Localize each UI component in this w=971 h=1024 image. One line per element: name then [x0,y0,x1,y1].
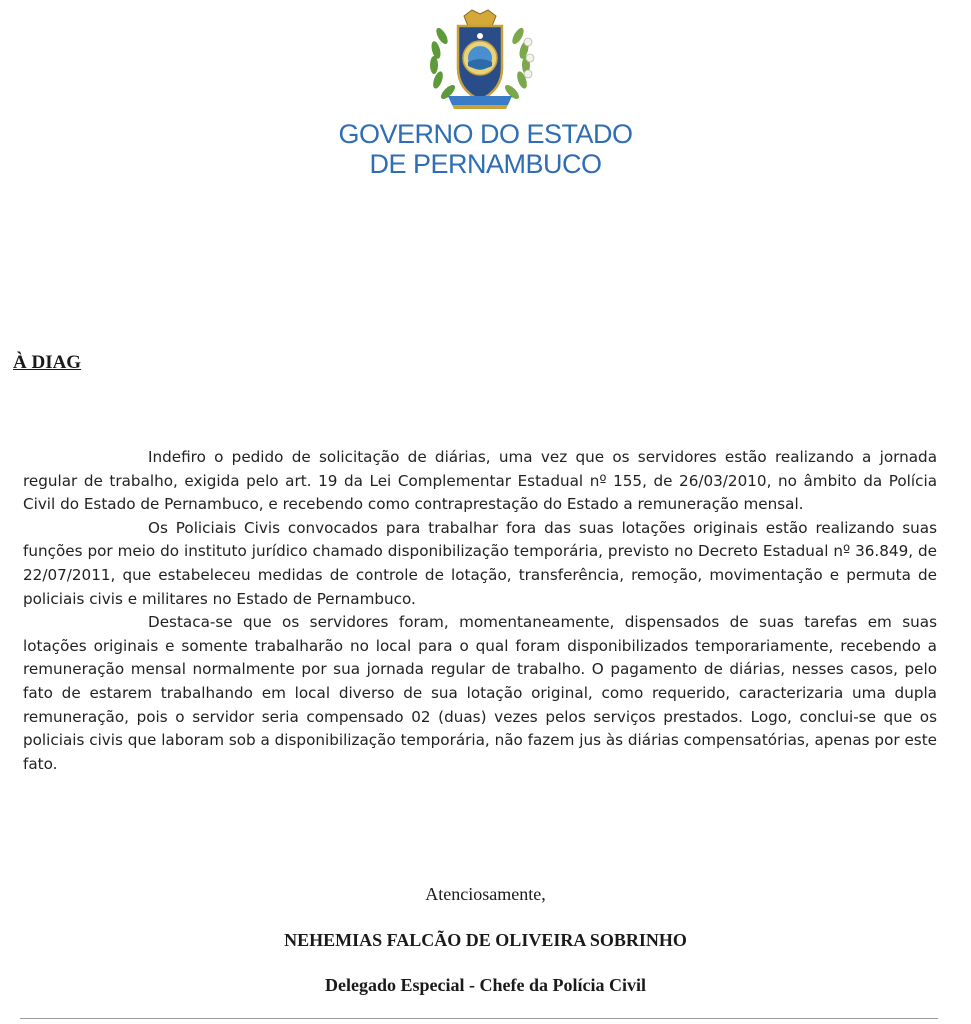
signer-name: NEHEMIAS FALCÃO DE OLIVEIRA SOBRINHO [284,930,687,950]
government-title-line-2: DE PERNAMBUCO [369,149,602,179]
government-title-line-1: GOVERNO DO ESTADO [338,119,633,149]
signer-title: Delegado Especial - Chefe da Polícia Civil [325,975,646,995]
document-body [23,446,937,776]
body-paragraph-1: Indefiro o pedido de solicitação de diárias, uma vez que os servidores estão realizando a jornada regular de trabalho, exigida pelo art. 19 da Lei Complementar Estadual nº 155, de 26/03/2010, no âmbito da Polícia Civil do Estado de Pernambuco, e recebendo como contraprestação do Estado a remuneração mensal. [23,448,937,514]
body-paragraph-3: Destaca-se que os servidores foram, momentaneamente, dispensados de suas tarefas em suas lotações originais e somente trabalharão no local para o qual foram disponibilizados temporariamente, recebendo a remuneração mensal normalmente por sua jornada regular de trabalho. O pagamento de diárias, nesses casos, pelo fato de estarem trabalhando em local diverso de sua lotação original, como requerido, caracterizaria uma dupla remuneração, pois o servidor seria compensado 02 (duas) vezes pelos serviços prestados. Logo, conclui-se que os policiais civis que laboram sob a disponibilização temporária, não fazem jus às diárias compensatórias, apenas por este fato. [23,613,937,773]
recipient-heading: À DIAG [13,352,82,373]
body-paragraph-2: Os Policiais Civis convocados para trabalhar fora das suas lotações originais estão realizando suas funções por meio do instituto jurídico chamado disponibilização temporária, previsto no Decreto Estadual nº 36.849, de 22/07/2011, que estabeleceu medidas de controle de lotação, transferência, remoção, movimentação e permuta de policiais civis e militares no Estado de Pernambuco. [23,518,937,608]
closing-greeting: Atenciosamente, [425,884,546,904]
footer-divider [20,1018,938,1019]
pernambuco-coat-of-arms-icon [420,6,540,114]
